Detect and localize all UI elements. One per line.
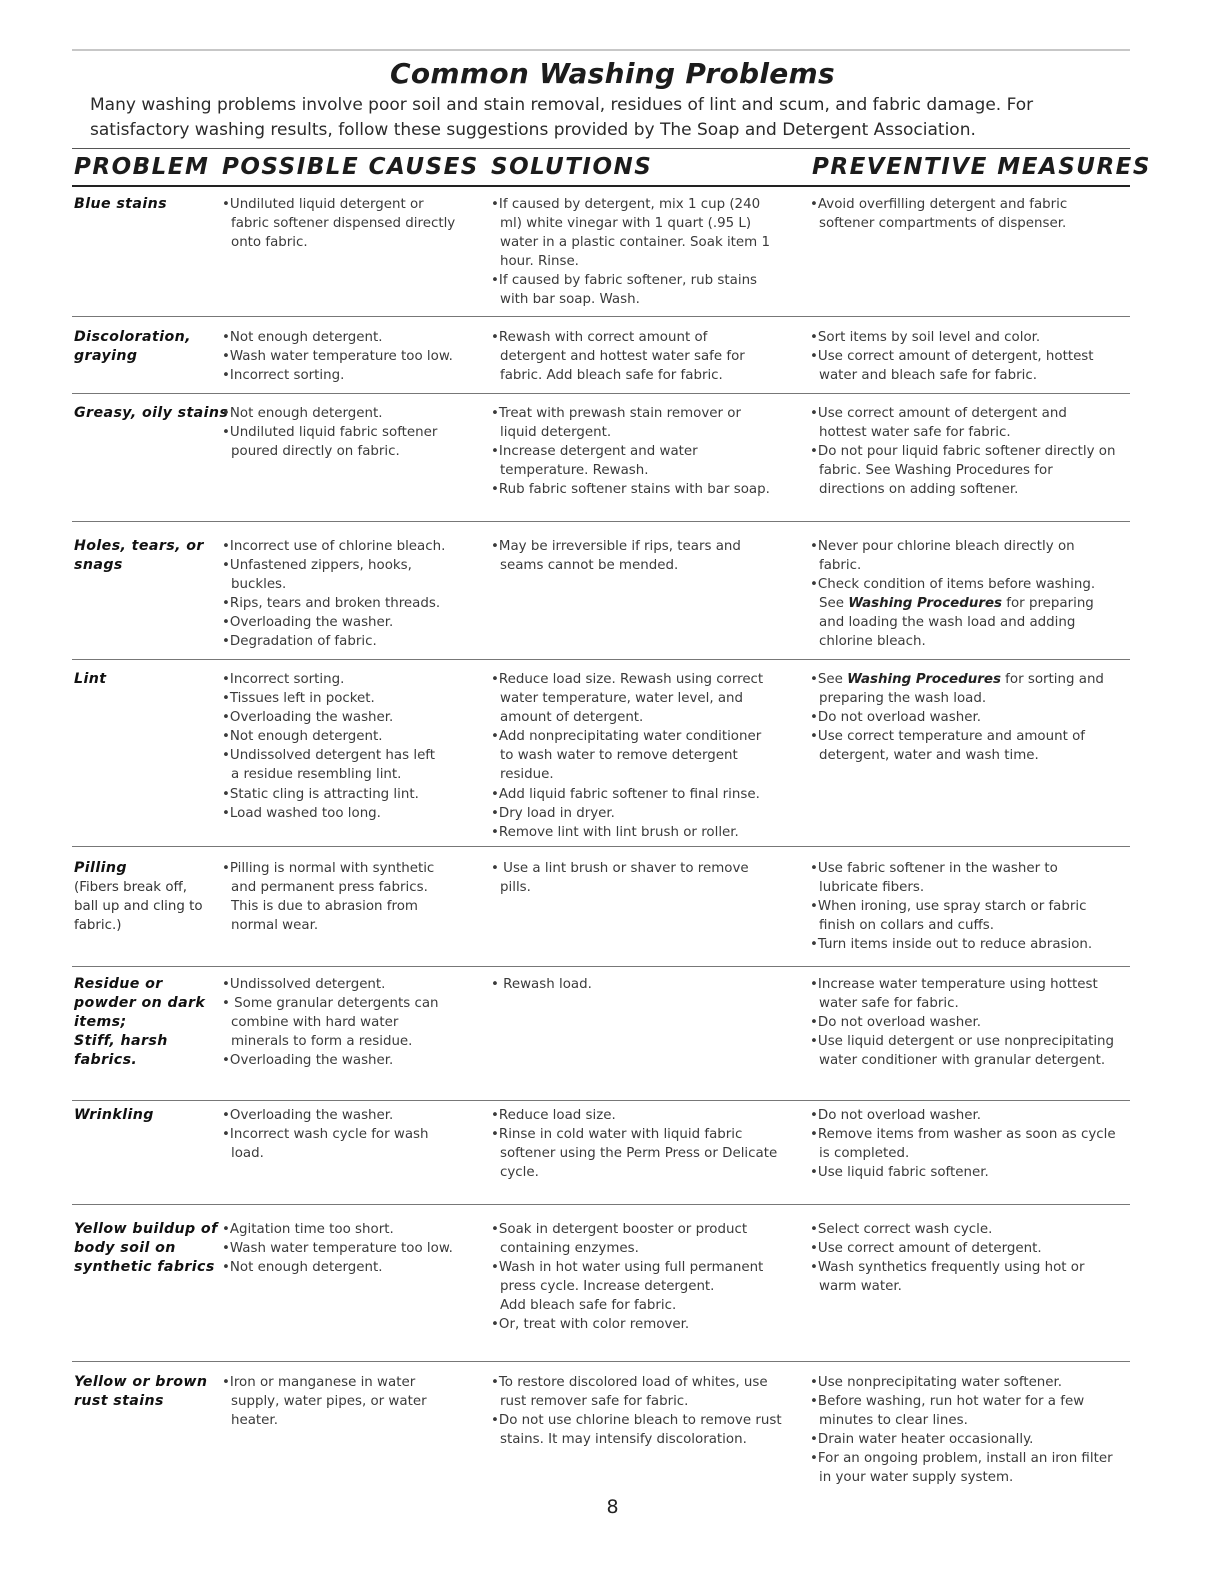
row-divider: [72, 966, 1130, 967]
row-divider: [72, 521, 1130, 522]
solutions-cell-line: •May be irreversible if rips, tears and: [491, 539, 741, 554]
problem-cell: [74, 975, 219, 1070]
preventive-cell: [810, 195, 1132, 233]
solutions-cell-line: ml) white vinegar with 1 quart (.95 L): [500, 216, 752, 232]
causes-cell-line: •Rips, tears and broken threads.: [222, 596, 441, 612]
row-divider: [72, 846, 1130, 847]
preventive-cell-line: preparing the wash load.: [819, 691, 987, 707]
solutions-cell-line: •Or, treat with color remover.: [491, 1317, 690, 1333]
causes-cell-line: load.: [231, 1146, 264, 1162]
solutions-cell-line: press cycle. Increase detergent.: [500, 1279, 715, 1295]
preventive-cell-line: •For an ongoing problem, install an iron filter: [810, 1451, 1113, 1467]
preventive-cell-line: •Use liquid fabric softener.: [810, 1165, 989, 1181]
preventive-cell-line: •Do not overload washer.: [810, 1108, 981, 1123]
causes-cell-line: •Incorrect use of chlorine bleach.: [222, 539, 446, 554]
preventive-cell-line: lubricate fibers.: [819, 880, 925, 896]
problem-cell-line: Wrinkling: [74, 1107, 154, 1123]
row-divider: [72, 1204, 1130, 1205]
solutions-cell-line: •If caused by fabric softener, rub stains: [491, 273, 758, 289]
preventive-cell-line: •See Washing Procedures for sorting and: [810, 672, 1104, 687]
causes-cell: [222, 1106, 482, 1163]
problem-cell-line: Residue or: [74, 976, 163, 992]
causes-cell-line: •Pilling is normal with synthetic: [222, 861, 435, 876]
preventive-cell-line: water conditioner with granular detergent.: [819, 1053, 1106, 1069]
causes-cell-line: heater.: [231, 1413, 278, 1429]
solutions-cell-line: rust remover safe for fabric.: [500, 1394, 689, 1410]
solutions-cell: [491, 1220, 801, 1335]
solutions-cell-line: •Do not use chlorine bleach to remove rust: [491, 1413, 782, 1429]
preventive-cell-line: •Check condition of items before washing.: [810, 577, 1096, 593]
problem-cell-line: Holes, tears, or: [74, 538, 204, 554]
solutions-cell-line: residue.: [500, 767, 554, 783]
causes-cell-line: •Incorrect wash cycle for wash: [222, 1127, 429, 1143]
problem-cell-line: Yellow or brown: [74, 1374, 208, 1390]
problem-cell-line: ball up and cling to: [74, 899, 203, 915]
preventive-cell-line: fabric. See Washing Procedures for: [819, 463, 1053, 479]
intro-line: Many washing problems involve poor soil and stain removal, residues of lint and scum, and fabric damage. For: [90, 95, 1034, 115]
problem-cell-line: rust stains: [74, 1393, 164, 1410]
causes-cell-line: poured directly on fabric.: [231, 444, 400, 460]
preventive-cell: [810, 1220, 1132, 1296]
causes-cell-line: •Tissues left in pocket.: [222, 691, 375, 707]
causes-cell-line: fabric softener dispensed directly: [231, 216, 456, 232]
solutions-cell-line: seams cannot be mended.: [500, 558, 679, 574]
solutions-cell-line: •Dry load in dryer.: [491, 805, 615, 821]
solutions-cell-line: to wash water to remove detergent: [500, 748, 738, 764]
causes-cell-line: •Undissolved detergent.: [222, 977, 386, 992]
problem-cell: [74, 404, 229, 423]
causes-cell-line: a residue resembling lint.: [231, 767, 402, 783]
solutions-cell-line: containing enzymes.: [500, 1241, 639, 1257]
causes-cell-line: •Incorrect sorting.: [222, 672, 345, 687]
top-rule: [72, 49, 1130, 51]
preventive-cell-line: •Use liquid detergent or use nonprecipitating: [810, 1034, 1115, 1050]
solutions-cell-line: •Add nonprecipitating water conditioner: [491, 729, 762, 745]
causes-cell: [222, 404, 482, 461]
causes-cell-line: combine with hard water: [231, 1015, 399, 1031]
causes-cell-line: •Not enough detergent.: [222, 1260, 383, 1276]
header-solutions: SOLUTIONS: [491, 154, 653, 180]
preventive-cell-line: water safe for fabric.: [819, 996, 959, 1012]
preventive-cell-line: warm water.: [819, 1279, 902, 1295]
preventive-cell-line: •Turn items inside out to reduce abrasion.: [810, 937, 1093, 953]
preventive-cell-line: softener compartments of dispenser.: [819, 216, 1067, 232]
solutions-cell-line: • Rewash load.: [491, 977, 592, 992]
causes-cell-line: •Unfastened zippers, hooks,: [222, 558, 412, 574]
preventive-cell: [810, 1373, 1132, 1488]
page-title: Common Washing Problems: [390, 57, 835, 90]
solutions-cell: [491, 859, 801, 897]
solutions-cell-line: •Rub fabric softener stains with bar soap.: [491, 482, 770, 498]
preventive-cell-line: •Increase water temperature using hottest: [810, 977, 1098, 992]
problem-cell-line: body soil on: [74, 1240, 176, 1257]
problem-cell: [74, 1106, 219, 1125]
preventive-cell-line: •Do not overload washer.: [810, 710, 981, 726]
solutions-cell: [491, 537, 801, 575]
preventive-cell-line: finish on collars and cuffs.: [819, 918, 994, 934]
header-bottom-rule: [72, 185, 1130, 187]
causes-cell-line: •Wash water temperature too low.: [222, 349, 453, 365]
causes-cell-line: normal wear.: [231, 918, 319, 934]
causes-cell-line: •Not enough detergent.: [222, 406, 383, 421]
problem-cell: [74, 195, 219, 214]
preventive-cell-line: •Use correct amount of detergent.: [810, 1241, 1042, 1257]
problem-cell-line: fabrics.: [74, 1052, 138, 1069]
causes-cell-line: supply, water pipes, or water: [231, 1394, 427, 1410]
causes-cell-line: and permanent press fabrics.: [231, 880, 428, 896]
causes-cell: [222, 975, 482, 1070]
preventive-cell-line: •Use nonprecipitating water softener.: [810, 1375, 1063, 1390]
problem-cell-line: items;: [74, 1014, 127, 1031]
solutions-cell-line: •If caused by detergent, mix 1 cup (240: [491, 197, 761, 212]
preventive-cell-line: •Use correct amount of detergent, hottest: [810, 349, 1094, 365]
solutions-cell-line: • Use a lint brush or shaver to remove: [491, 861, 749, 876]
problem-cell-line: Pilling: [74, 860, 127, 876]
causes-cell: [222, 1220, 482, 1277]
causes-cell-line: •Not enough detergent.: [222, 330, 383, 345]
preventive-cell-line: fabric.: [819, 558, 862, 574]
problem-cell-line: Discoloration,: [74, 329, 191, 345]
preventive-cell-line: water and bleach safe for fabric.: [819, 368, 1037, 384]
header-preventive-measures: PREVENTIVE MEASURES: [812, 154, 1151, 180]
causes-cell-line: •Load washed too long.: [222, 805, 381, 821]
solutions-cell-line: •Increase detergent and water: [491, 444, 698, 460]
causes-cell-line: onto fabric.: [231, 235, 308, 251]
preventive-cell-line: chlorine bleach.: [819, 634, 926, 650]
causes-cell-line: •Overloading the washer.: [222, 710, 394, 726]
solutions-cell-line: •Rewash with correct amount of: [491, 330, 708, 345]
solutions-cell-line: detergent and hottest water safe for: [500, 349, 745, 365]
causes-cell: [222, 670, 482, 823]
solutions-cell-line: amount of detergent.: [500, 710, 644, 726]
preventive-cell-line: is completed.: [819, 1146, 910, 1162]
row-divider: [72, 1361, 1130, 1362]
preventive-cell-line: •Use correct temperature and amount of: [810, 729, 1086, 745]
preventive-cell: [810, 328, 1132, 385]
causes-cell-line: buckles.: [231, 577, 287, 593]
preventive-cell-line: •Before washing, run hot water for a few: [810, 1394, 1085, 1410]
problem-cell-line: (Fibers break off,: [74, 880, 187, 896]
problem-cell-line: Lint: [74, 671, 107, 687]
preventive-cell-line: •Drain water heater occasionally.: [810, 1432, 1034, 1448]
header-problem: PROBLEM: [74, 154, 210, 180]
solutions-cell-line: hour. Rinse.: [500, 254, 579, 270]
causes-cell-line: •Wash water temperature too low.: [222, 1241, 453, 1257]
problem-cell: [74, 328, 219, 366]
problem-cell-line: Greasy, oily stains: [74, 405, 229, 421]
preventive-cell-line: in your water supply system.: [819, 1470, 1014, 1486]
solutions-cell-line: temperature. Rewash.: [500, 463, 649, 479]
solutions-cell-line: water temperature, water level, and: [500, 691, 744, 707]
preventive-cell: [810, 404, 1132, 499]
problem-cell: [74, 670, 219, 689]
solutions-cell: [491, 1373, 801, 1449]
header-top-rule: [72, 148, 1130, 149]
solutions-cell-line: •Remove lint with lint brush or roller.: [491, 824, 739, 840]
causes-cell-line: •Degradation of fabric.: [222, 634, 377, 650]
preventive-cell-line: •Wash synthetics frequently using hot or: [810, 1260, 1085, 1276]
causes-cell-line: •Overloading the washer.: [222, 1053, 394, 1069]
preventive-cell-line: •Remove items from washer as soon as cycle: [810, 1127, 1116, 1143]
preventive-cell-line: •Do not pour liquid fabric softener directly on: [810, 444, 1116, 460]
causes-cell-line: •Static cling is attracting lint.: [222, 786, 419, 802]
intro-paragraph: [90, 93, 1140, 143]
solutions-cell: [491, 1106, 801, 1182]
causes-cell: [222, 537, 482, 652]
problem-cell-line: Blue stains: [74, 196, 167, 212]
solutions-cell-line: Add bleach safe for fabric.: [500, 1298, 677, 1314]
problem-cell-line: Stiff, harsh: [74, 1033, 168, 1050]
solutions-cell: [491, 328, 801, 385]
problem-cell-line: synthetic fabrics: [74, 1259, 215, 1276]
solutions-cell: [491, 404, 801, 499]
solutions-cell-line: •Reduce load size. Rewash using correct: [491, 672, 764, 687]
solutions-cell-line: softener using the Perm Press or Delicate: [500, 1146, 778, 1162]
causes-cell: [222, 195, 482, 252]
solutions-cell-line: stains. It may intensify discoloration.: [500, 1432, 747, 1448]
preventive-cell: [810, 1106, 1132, 1182]
solutions-cell-line: •Rinse in cold water with liquid fabric: [491, 1127, 743, 1143]
solutions-cell: [491, 670, 801, 842]
preventive-cell-line: minutes to clear lines.: [819, 1413, 968, 1429]
causes-cell-line: •Agitation time too short.: [222, 1222, 394, 1237]
solutions-cell-line: water in a plastic container. Soak item 1: [500, 235, 770, 251]
problem-cell: [74, 1373, 219, 1411]
solutions-cell-line: •Treat with prewash stain remover or: [491, 406, 741, 421]
causes-cell-line: •Overloading the washer.: [222, 615, 394, 631]
preventive-cell-line: •Never pour chlorine bleach directly on: [810, 539, 1075, 554]
problem-cell-line: graying: [74, 348, 138, 365]
preventive-cell-line: See Washing Procedures for preparing: [819, 596, 1094, 612]
causes-cell: [222, 1373, 482, 1430]
solutions-cell-line: •Soak in detergent booster or product: [491, 1222, 748, 1237]
solutions-cell: [491, 975, 801, 994]
solutions-cell-line: •Add liquid fabric softener to final rinse.: [491, 786, 760, 802]
page-number: 8: [606, 1496, 619, 1518]
preventive-cell-line: •Select correct wash cycle.: [810, 1222, 993, 1237]
preventive-cell-line: •Sort items by soil level and color.: [810, 330, 1041, 345]
row-divider: [72, 1100, 1130, 1101]
causes-cell-line: •Incorrect sorting.: [222, 368, 345, 384]
causes-cell: [222, 328, 482, 385]
causes-cell-line: •Iron or manganese in water: [222, 1375, 416, 1390]
preventive-cell: [810, 537, 1132, 652]
preventive-cell: [810, 670, 1132, 765]
row-divider: [72, 316, 1130, 317]
causes-cell-line: •Undiluted liquid fabric softener: [222, 425, 438, 441]
problem-cell: [74, 537, 219, 575]
preventive-cell-line: •When ironing, use spray starch or fabric: [810, 899, 1087, 915]
preventive-cell: [810, 859, 1132, 954]
solutions-cell-line: liquid detergent.: [500, 425, 612, 441]
preventive-cell: [810, 975, 1132, 1070]
intro-line: satisfactory washing results, follow these suggestions provided by The Soap and Detergent Association.: [90, 120, 976, 140]
causes-cell-line: •Overloading the washer.: [222, 1108, 394, 1123]
solutions-cell-line: •To restore discolored load of whites, use: [491, 1375, 768, 1390]
solutions-cell-line: •Reduce load size.: [491, 1108, 616, 1123]
header-possible-causes: POSSIBLE CAUSES: [222, 154, 479, 180]
problem-cell-line: snags: [74, 557, 123, 574]
problem-cell-line: Yellow buildup of: [74, 1221, 218, 1237]
preventive-cell-line: hottest water safe for fabric.: [819, 425, 1011, 441]
problem-cell-line: powder on dark: [74, 995, 206, 1012]
solutions-cell-line: with bar soap. Wash.: [500, 292, 640, 308]
solutions-cell-line: •Wash in hot water using full permanent: [491, 1260, 764, 1276]
causes-cell-line: This is due to abrasion from: [231, 899, 418, 915]
preventive-cell-line: detergent, water and wash time.: [819, 748, 1039, 764]
causes-cell: [222, 859, 482, 935]
solutions-cell-line: pills.: [500, 880, 531, 896]
causes-cell-line: •Not enough detergent.: [222, 729, 383, 745]
problem-cell: [74, 859, 219, 935]
causes-cell-line: • Some granular detergents can: [222, 996, 439, 1012]
preventive-cell-line: and loading the wash load and adding: [819, 615, 1076, 631]
causes-cell-line: minerals to form a residue.: [231, 1034, 413, 1050]
problem-cell-line: fabric.): [74, 918, 122, 934]
preventive-cell-line: •Avoid overfilling detergent and fabric: [810, 197, 1068, 212]
preventive-cell-line: •Use fabric softener in the washer to: [810, 861, 1058, 876]
solutions-cell: [491, 195, 801, 310]
causes-cell-line: •Undissolved detergent has left: [222, 748, 436, 764]
row-divider: [72, 659, 1130, 660]
solutions-cell-line: fabric. Add bleach safe for fabric.: [500, 368, 723, 384]
problem-cell: [74, 1220, 219, 1277]
causes-cell-line: •Undiluted liquid detergent or: [222, 197, 424, 212]
preventive-cell-line: •Do not overload washer.: [810, 1015, 981, 1031]
solutions-cell-line: cycle.: [500, 1165, 539, 1181]
row-divider: [72, 393, 1130, 394]
preventive-cell-line: directions on adding softener.: [819, 482, 1019, 498]
preventive-cell-line: •Use correct amount of detergent and: [810, 406, 1067, 421]
